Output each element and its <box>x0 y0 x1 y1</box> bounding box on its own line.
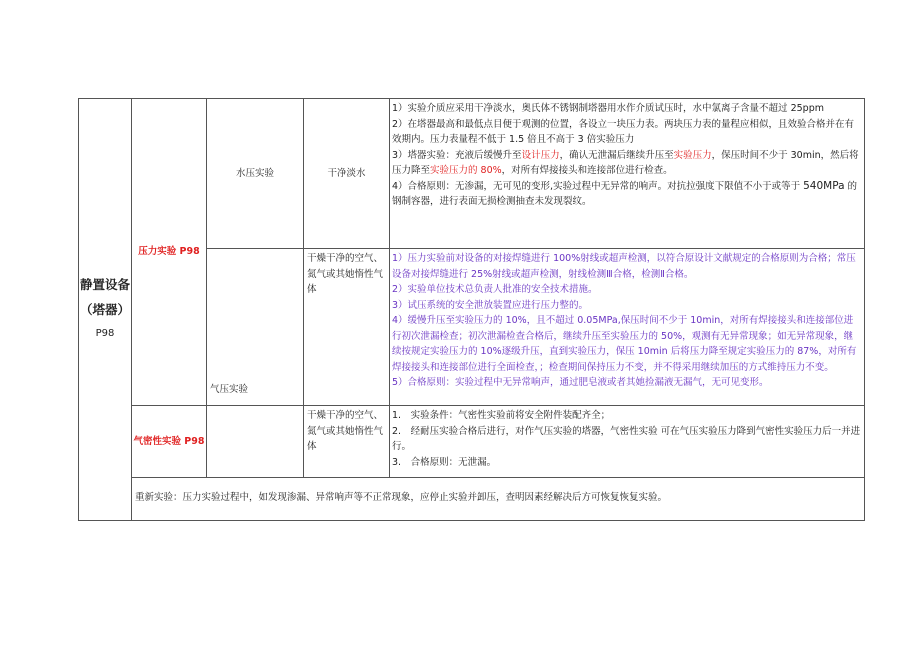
hydro-line-2: 2）在塔器最高和最低点目便于观测的位置，各设立一块压力表。两块压力表的量程应相似，且效验合格并在有效期内。压力表量程不低于 1.5 倍且不高于 3 倍实验压力 <box>392 118 855 145</box>
pneumatic-line-3: 3）试压系统的安全泄放装置应进行压力整的。 <box>392 299 589 311</box>
hydro-method: 水压实验 <box>207 99 304 249</box>
pneumatic-requirements <box>390 249 865 406</box>
hydro-line-1: 1）实验介质应采用干净淡水，奥氏体不锈钢制塔器用水作介质试压时，水中氯离子含量不超过 25ppm <box>392 103 824 114</box>
leak-test-label: 气密性实验 P98 <box>132 406 207 478</box>
leak-requirements <box>390 406 865 478</box>
category-subtitle: （塔器） <box>79 302 130 318</box>
pneumatic-line-5: 5）合格原则：实验过程中无异常响声，通过肥皂液或者其她捡漏液无漏气，无可见变形。 <box>392 377 769 388</box>
pneumatic-line-2: 2）实验单位技术总负责人批准的安全技术措施。 <box>392 284 598 295</box>
pressure-test-label: 压力实验 P98 <box>132 99 207 406</box>
leak-line-3: 3. 合格原则：无泄漏。 <box>392 456 497 468</box>
category-title: 静置设备 <box>79 277 130 293</box>
category-ref: P98 <box>95 328 115 340</box>
leak-line-2: 2. 经耐压实验合格后进行，对作气压实验的塔器，气密性实验 可在气压实验压力降到气密性实验压力后一并进行。 <box>392 425 861 452</box>
leak-medium: 干燥干净的空气、氮气或其她惰性气体 <box>304 406 390 478</box>
pneumatic-method: 气压实验 <box>207 249 304 406</box>
equipment-test-table <box>78 98 865 521</box>
pneumatic-line-4: 4）缓慢升压至实验压力的 10%，且不超过 0.05MPa,保压时间不少于 10min，对所有焊接接头和连接部位进行初次泄漏检查；初次泄漏检查合格后，继续升压至实验压力的 50%，观测有无异常现象；如无异常现象，继续按规定实验压力的 10%逐级升压，直到实验压力，保压 10min 后将压力降至规定实验压力的 87%，对所有焊接接头和连接部位进行全面检查，；检查期间保持压力不变，并不得采用继续加压的方式维持压力不变。 <box>392 315 857 373</box>
hydro-line-3: 3）塔器实验：充液后缓慢升至设计压力，确认无泄漏后继续升压至实验压力，保压时间不少于 30min，然后将压力降至实验压力的 80%，对所有焊接接头和连接部位进行检查。 <box>392 149 859 176</box>
category-cell <box>79 99 132 521</box>
hydro-requirements <box>390 99 865 249</box>
hydro-medium: 干净淡水 <box>304 99 390 249</box>
pneumatic-line-1: 1）压力实验前对设备的对接焊缝进行 100%射线或超声检测，以符合原设计文献规定的合格原则为合格；常压设备对接焊缝进行 25%射线或超声检测，射线检测Ⅲ合格，检测Ⅱ合格。 <box>392 253 856 280</box>
leak-line-1: 1. 实验条件：气密性实验前将安全附件装配齐全； <box>392 410 611 421</box>
leak-method-empty <box>207 406 304 478</box>
hydro-line-4: 4）合格原则：无渗漏，无可见的变形,实验过程中无异常的响声。对抗拉强度下限值不小于或等于 540MPa 的钢制容器，进行表面无损检测抽查未发现裂纹。 <box>392 179 858 207</box>
retest-note: 重新实验：压力实验过程中，如发现渗漏、异常响声等不正常现象，应停止实验并卸压，查明因素经解决后方可恢复恢复实验。 <box>132 478 865 521</box>
pneumatic-medium: 干燥干净的空气、氮气或其她惰性气体 <box>304 249 390 406</box>
